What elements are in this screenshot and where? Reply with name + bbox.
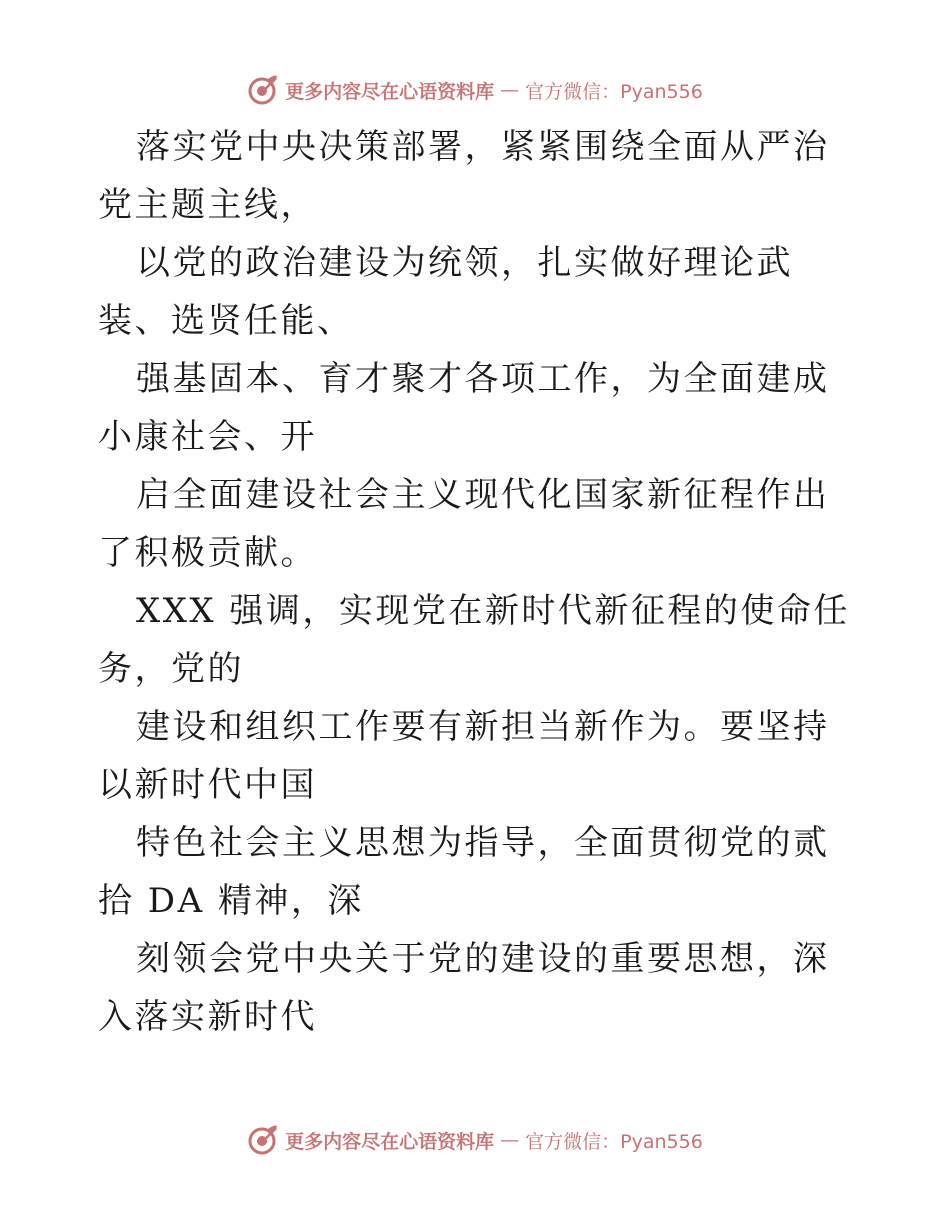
paragraph-line: 特色社会主义思想为指导，全面贯彻党的贰拾 DA 精神，深 [98, 823, 830, 921]
paragraph-line: 建设和组织工作要有新担当新作为。要坚持以新时代中国 [98, 707, 830, 805]
watermark-dash: — [500, 79, 520, 101]
paragraph-line: 启全面建设社会主义现代化国家新征程作出了积极贡献。 [98, 475, 830, 573]
paragraph-line: 落实党中央决策部署，紧紧围绕全面从严治党主题主线， [98, 127, 830, 225]
footer-watermark [0, 1120, 950, 1160]
watermark-wechat-text: 官方微信：Pyan556 [525, 80, 703, 103]
paragraph-line: 刻领会党中央关于党的建设的重要思想，深入落实新时代 [98, 939, 830, 1037]
watermark-wechat-text: 官方微信：Pyan556 [525, 1130, 703, 1153]
quill-circle-icon [247, 74, 279, 106]
paragraph-line: XXX 强调，实现党在新时代新征程的使命任务，党的 [98, 591, 850, 689]
watermark-library-text: 更多内容尽在心语资料库 [285, 1130, 495, 1153]
watermark-library-text: 更多内容尽在心语资料库 [285, 80, 495, 103]
document-body [98, 118, 858, 1046]
watermark-dash: — [500, 1129, 520, 1151]
paragraph-line: 以党的政治建设为统领，扎实做好理论武装、选贤任能、 [98, 243, 793, 341]
quill-circle-icon [247, 1124, 279, 1156]
paragraph-line: 强基固本、育才聚才各项工作，为全面建成小康社会、开 [98, 359, 830, 457]
header-watermark [0, 70, 950, 110]
